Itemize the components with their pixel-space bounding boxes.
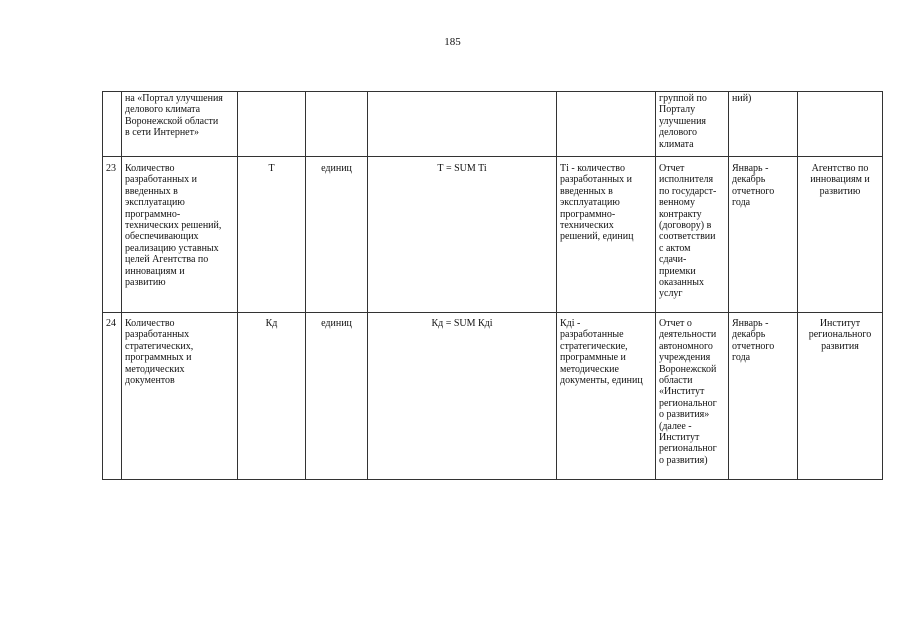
- indicator-name-cell: Количество разработанных стратегических, программных и методических документов: [122, 313, 238, 480]
- responsible-cell: Агентство по инновациям и развитию: [798, 157, 883, 313]
- row-number-cell: [103, 92, 122, 157]
- page-number: 185: [444, 36, 461, 48]
- period-cell: ний): [729, 92, 798, 157]
- indicator-table: [102, 91, 883, 480]
- unit-cell: единиц: [306, 157, 368, 313]
- responsible-cell: Институт регионального развития: [798, 313, 883, 480]
- unit-cell: [306, 92, 368, 157]
- symbol-cell: [238, 92, 306, 157]
- row-number-cell: 23: [103, 157, 122, 313]
- variables-cell: [557, 92, 656, 157]
- responsible-cell: [798, 92, 883, 157]
- table-row: [103, 157, 883, 313]
- table-row: [103, 92, 883, 157]
- source-cell: Отчет исполнителя по государст- венному контракту (договору) в соответствии с актом сдачи- приемки оказанных услуг: [656, 157, 729, 313]
- symbol-cell: Кд: [238, 313, 306, 480]
- row-number-cell: 24: [103, 313, 122, 480]
- period-cell: Январь - декабрь отчетного года: [729, 157, 798, 313]
- formula-cell: Кд = SUM Кдi: [368, 313, 557, 480]
- table-row: [103, 313, 883, 480]
- indicator-name-cell: на «Портал улучшения делового климата Воронежской области в сети Интернет»: [122, 92, 238, 157]
- unit-cell: единиц: [306, 313, 368, 480]
- source-cell: группой по Порталу улучшения делового климата: [656, 92, 729, 157]
- formula-cell: [368, 92, 557, 157]
- symbol-cell: Т: [238, 157, 306, 313]
- source-cell: Отчет о деятельности автономного учреждения Воронежской области «Институт региональног о развития» (далее - Институт региональног о развития): [656, 313, 729, 480]
- indicator-name-cell: Количество разработанных и введенных в эксплуатацию программно- технических решений, обеспечивающих реализацию уставных целей Агентства по инновациям и развитию: [122, 157, 238, 313]
- formula-cell: Т = SUM Ti: [368, 157, 557, 313]
- variables-cell: Ті - количество разработанных и введенных в эксплуатацию программно- технических решений, единиц: [557, 157, 656, 313]
- period-cell: Январь - декабрь отчетного года: [729, 313, 798, 480]
- variables-cell: Кдi - разработанные стратегические, программные и методические документы, единиц: [557, 313, 656, 480]
